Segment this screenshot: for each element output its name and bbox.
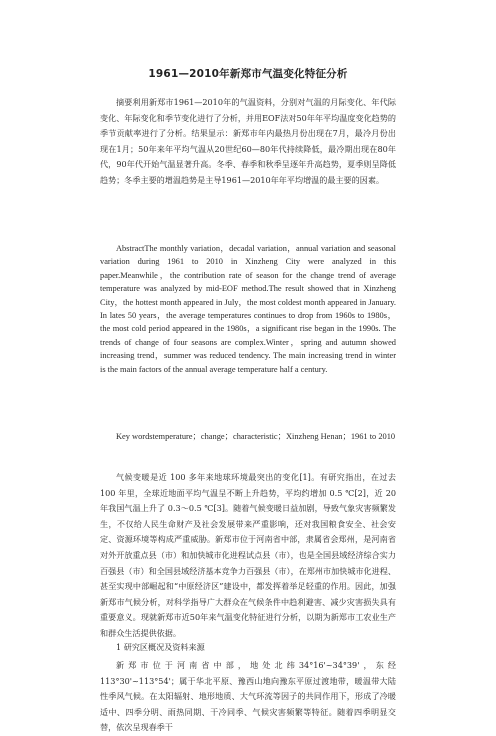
introduction-paragraph: 气候变暖是近 100 多年来地球环境最突出的变化[1]。有研究指出，在过去100 年里，全球近地面平均气温呈不断上升趋势，平均约增加 0.5 ℃[2]，近 20年我国气温上升了 0.3～0.5 ℃[3]。随着气候变暖日益加剧，导致气象灾害频繁发生，不仅给人民生命财产及社会发展带来严重影响，还对我国粮食安全、社会安定、资源环境等构成严重威胁。新郑市位于河南省中部，隶属省会郑州，是河南省对外开放重点县（市）和加快城市化进程试点县（市），也是全国县域经济综合实力百强县（市）和全国县域经济基本竞争力百强县（市），在郑州市加快城市化进程、甚至实现中部崛起和“中原经济区”建设中，都发挥着举足轻重的作用。因此，加强新郑市气候分析，对科学指导广大群众在气候条件中趋利避害、减少灾害损失具有重要意义。现就新郑市近50年来气温变化特征进行分析，以期为新郑市工农业生产和群众生活提供依据。 <box>100 472 396 638</box>
keywords-english: Key wordstemperature；change；characteristic；Xinzheng Henan；1961 to 2010 <box>116 432 396 441</box>
section-paragraph: 新郑市位于河南省中部，地处北纬34°16'~34°39'，东经113°30'~113°54'；属于华北平原、豫西山地向豫东平原过渡地带，暖温带大陆性季风气候。在太阳辐射、地形地质、大气环流等因子的共同作用下，形成了冷暖适中、四季分明、雨热同期、干冷同季、气候灾害频繁等特征。随着四季明显交替，依次呈现春季干 <box>100 660 396 733</box>
paper-title: 1961—2010年新郑市气温变化特征分析 <box>148 68 348 80</box>
abstract-english: AbstractThe monthly variation，decadal variation，annual variation and seasonal variation during 1961 to 2010 in Xinzheng City were analyzed in this paper.Meanwhile，the contribution rate of season for the change trend of average temperature was analyzed by mid-EOF method.The result showed that in Xinzheng City，the hottest month appeared in July，the most coldest month appeared in January. In lates 50 years，the average temperatures continues to drop from 1960s to 1980s，the most cold period appeared in the 1980s，a significant rise began in the 1990s. The trends of change of four seasons are complex.Winter，spring and autumn showed increasing trend，summer was reduced tendency. The main increasing trend in winter is the main factors of the annual average temperature half a century. <box>100 244 396 374</box>
section-heading: 1 研究区概况及资料来源 <box>116 642 205 652</box>
abstract-chinese: 摘要利用新郑市1961—2010年的气温资料，分别对气温的月际变化、年代际变化、年际变化和季节变化进行了分析，并用EOF法对50年年平均温度变化趋势的季节贡献率进行了分析。结果显示：新郑市年内最热月份出现在7月，最冷月份出现在1月；50年来年平均气温从20世纪60—80年代持续降低，最冷期出现在80年代，90年代开始气温显著升高。冬季、春季和秋季呈逐年升高趋势，夏季则呈降低趋势；冬季主要的增温趋势是主导1961—2010年年平均增温的最主要的因素。 <box>100 97 396 185</box>
